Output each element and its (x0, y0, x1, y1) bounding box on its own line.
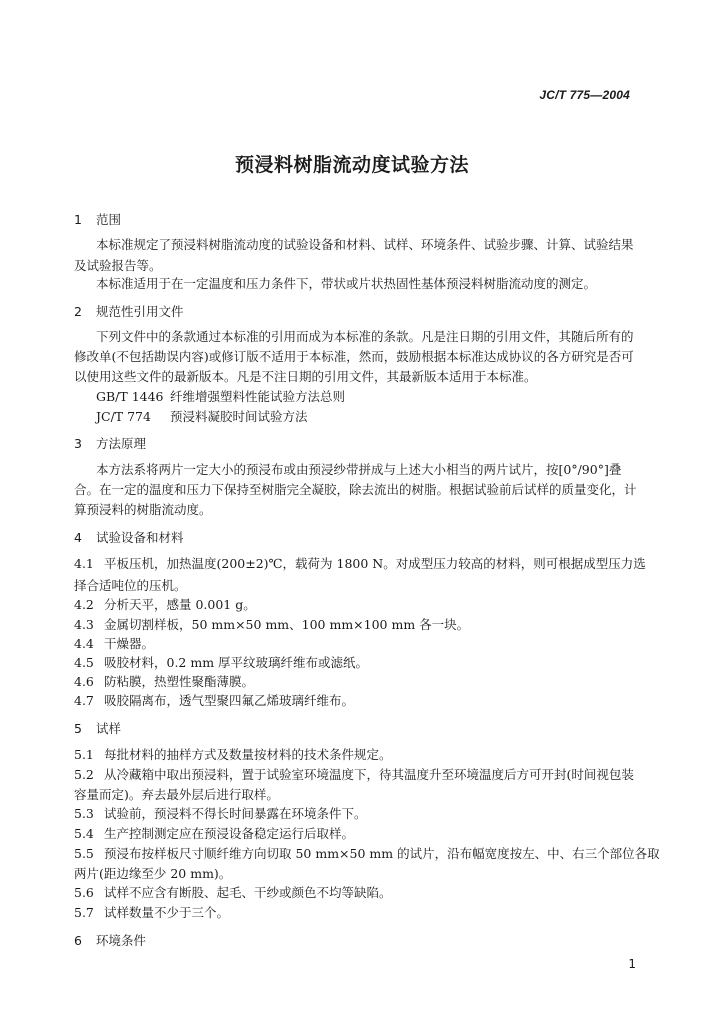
reference-code: JC/T 774 (96, 409, 151, 424)
clause-text: 平板压机，加热温度(200±2)℃，载荷为 1800 N。对成型压力较高的材料，则可根据成型压力选 (104, 556, 646, 571)
clause-text: 吸胶隔离布，透气型聚四氟乙烯玻璃纤维布。 (104, 693, 355, 708)
clause-number: 4.7 (74, 693, 94, 708)
clause-item (74, 597, 634, 613)
reference-item (96, 409, 656, 425)
clause-text: 干燥器。 (104, 636, 155, 651)
reference-title: 纤维增强塑料性能试验方法总则 (170, 389, 346, 404)
section-title: 试验设备和材料 (96, 530, 184, 545)
clause-text: 容量而定)。弃去最外层后进行取样。 (74, 787, 279, 802)
reference-code: GB/T 1446 (96, 389, 164, 404)
clause-number: 4.6 (74, 674, 94, 689)
clause-number: 4.1 (74, 556, 94, 571)
section-number: 6 (74, 933, 82, 948)
clause-text: 试样不应含有断股、起毛、干纱或颜色不均等缺陷。 (104, 885, 392, 900)
paragraph-line: 本标准规定了预浸料树脂流动度的试验设备和材料、试样、环境条件、试验步骤、计算、试验结果 (96, 237, 634, 252)
paragraph-line: 以使用这些文件的最新版本。凡是不注日期的引用文件，其最新版本适用于本标准。 (74, 369, 537, 384)
clause-number: 5.1 (74, 747, 94, 762)
reference-item (96, 389, 656, 405)
clause-item (74, 866, 634, 882)
clause-item (74, 767, 634, 783)
page-number: 1 (628, 957, 636, 971)
section-title: 试样 (96, 721, 122, 736)
section-heading-principle (74, 436, 634, 452)
clause-text: 从冷藏箱中取出预浸料，置于试验室环境温度下，待其温度升至环境温度后方可开封(时间视包装 (104, 767, 634, 782)
clause-item (74, 747, 634, 763)
section-number: 3 (74, 436, 82, 451)
paragraph-line: 算预浸料的树脂流动度。 (74, 502, 212, 517)
section-number: 5 (74, 721, 82, 736)
section-number: 2 (74, 304, 82, 319)
section-title: 规范性引用文件 (96, 304, 184, 319)
standard-code: JC/T 775—2004 (539, 88, 630, 102)
clause-text: 金属切割样板，50 mm×50 mm、100 mm×100 mm 各一块。 (104, 617, 470, 632)
section-heading-normative-references (74, 304, 634, 320)
clause-item (74, 905, 634, 921)
clause-text: 择合适吨位的压机。 (74, 578, 187, 593)
clause-item (74, 578, 634, 594)
clause-number: 5.5 (74, 846, 94, 861)
clause-number: 4.2 (74, 597, 94, 612)
clause-item (74, 617, 634, 633)
clause-item (74, 636, 634, 652)
reference-title: 预浸料凝胶时间试验方法 (170, 409, 308, 424)
paragraph-line: 合。在一定的温度和压力下保持至树脂完全凝胶，除去流出的树脂。根据试验前后试样的质量变化，计 (74, 482, 637, 497)
clause-text: 防粘膜，热塑性聚酯薄膜。 (104, 674, 255, 689)
paragraph-line: 下列文件中的条款通过本标准的引用而成为本标准的条款。凡是注日期的引用文件，其随后所有的 (96, 329, 634, 344)
section-title: 方法原理 (96, 436, 147, 451)
section-number: 1 (74, 212, 82, 227)
clause-item (74, 846, 660, 862)
clause-text: 生产控制测定应在预浸设备稳定运行后取样。 (104, 826, 355, 841)
clause-text: 试样数量不少于三个。 (104, 905, 230, 920)
clause-number: 4.3 (74, 617, 94, 632)
clause-item (74, 787, 634, 803)
clause-item (74, 655, 634, 671)
section-heading-specimens (74, 721, 634, 737)
section-title: 范围 (96, 212, 122, 227)
paragraph-line: 修改单(不包括勘误内容)或修订版不适用于本标准，然而，鼓励根据本标准达成协议的各方研究是否可 (74, 349, 634, 364)
paragraph-line: 及试验报告等。 (74, 258, 162, 273)
clause-number: 5.3 (74, 806, 94, 821)
clause-number: 4.4 (74, 636, 94, 651)
clause-item (74, 826, 634, 842)
section-heading-environment (74, 933, 634, 949)
clause-number: 5.2 (74, 767, 94, 782)
section-title: 环境条件 (96, 933, 147, 948)
clause-item (74, 885, 634, 901)
clause-item (74, 806, 634, 822)
clause-number: 5.7 (74, 905, 94, 920)
section-heading-scope (74, 212, 634, 228)
clause-item (74, 674, 634, 690)
section-heading-apparatus (74, 530, 634, 546)
clause-number: 4.5 (74, 655, 94, 670)
clause-text: 试验前，预浸料不得长时间暴露在环境条件下。 (104, 806, 367, 821)
paragraph-line: 本方法系将两片一定大小的预浸布或由预浸纱带拼成与上述大小相当的两片试片，按[0°/90°]叠 (96, 462, 622, 477)
clause-number: 5.4 (74, 826, 94, 841)
clause-text: 每批材料的抽样方式及数量按材料的技术条件规定。 (104, 747, 392, 762)
document-title: 预浸料树脂流动度试验方法 (234, 154, 469, 176)
paragraph-line: 本标准适用于在一定温度和压力条件下，带状或片状热固性基体预浸料树脂流动度的测定。 (96, 276, 597, 291)
clause-text: 两片(距边缘至少 20 mm)。 (74, 866, 232, 881)
clause-item (74, 556, 646, 572)
clause-number: 5.6 (74, 885, 94, 900)
section-number: 4 (74, 530, 82, 545)
clause-text: 预浸布按样板尺寸顺纤维方向切取 50 mm×50 mm 的试片，沿布幅宽度按左、中、右三个部位各取 (104, 846, 660, 861)
clause-item (74, 693, 634, 709)
clause-text: 吸胶材料，0.2 mm 厚平纹玻璃纤维布或滤纸。 (104, 655, 369, 670)
clause-text: 分析天平，感量 0.001 g。 (104, 597, 256, 612)
